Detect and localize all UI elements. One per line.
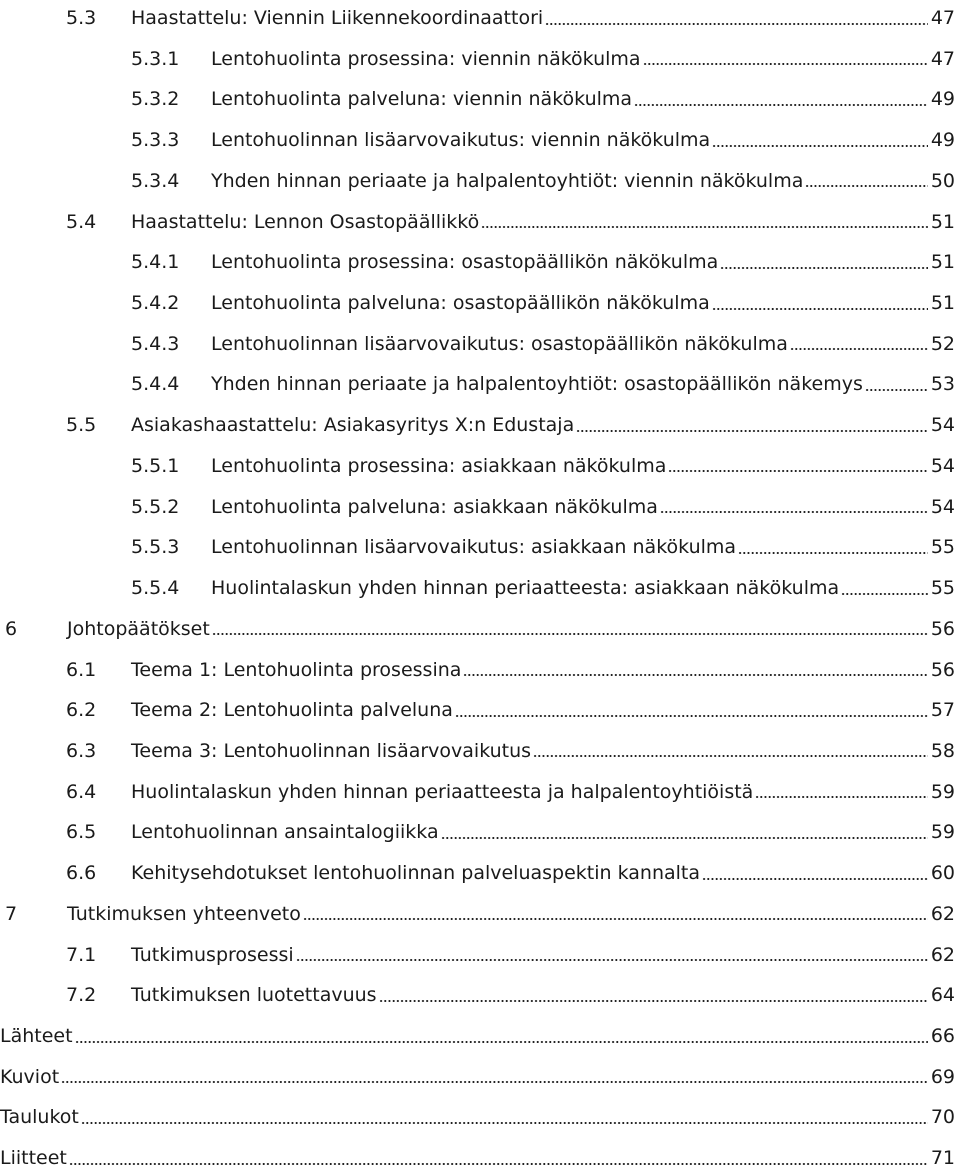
- toc-entry[interactable]: [0, 487, 955, 519]
- dot-leader: [865, 387, 928, 392]
- toc-entry-page-number: 59: [930, 780, 955, 803]
- dot-leader: [296, 958, 928, 963]
- dot-leader: [668, 469, 927, 474]
- toc-entry-number: 5.3.2: [131, 88, 180, 111]
- toc-entry-page-number: 58: [930, 739, 955, 762]
- dot-leader: [481, 225, 928, 230]
- toc-entry-number: 5.5.2: [131, 495, 180, 518]
- toc-entry-page-number: 49: [930, 88, 955, 111]
- toc-entry[interactable]: [0, 731, 955, 763]
- toc-entry[interactable]: [0, 894, 955, 926]
- dot-leader: [303, 917, 928, 922]
- toc-entry[interactable]: [0, 79, 955, 111]
- toc-entry[interactable]: [0, 202, 955, 234]
- toc-entry[interactable]: [0, 364, 955, 396]
- dot-leader: [379, 998, 928, 1003]
- toc-entry[interactable]: [0, 1016, 955, 1048]
- toc-entry-title: Huolintalaskun yhden hinnan periaatteesta: asiakkaan näkökulma: [211, 577, 840, 600]
- toc-entry-number: 7.1: [66, 943, 97, 966]
- toc-entry-number: 5.4.1: [131, 251, 180, 274]
- toc-entry-title: Lentohuolinta palveluna: asiakkaan näkökulma: [211, 495, 658, 518]
- toc-entry[interactable]: [0, 39, 955, 71]
- toc-entry-page-number: 54: [930, 495, 955, 518]
- toc-entry-page-number: 47: [930, 7, 955, 29]
- toc-entry-title: Tutkimusprosessi: [131, 943, 294, 966]
- toc-entry-title: Yhden hinnan periaate ja halpalentoyhtiöt: viennin näkökulma: [211, 169, 804, 192]
- toc-entry-number: 6.6: [66, 862, 97, 885]
- dot-leader: [75, 1039, 928, 1044]
- dot-leader: [841, 591, 928, 596]
- toc-entry[interactable]: [0, 975, 955, 1007]
- dot-leader: [61, 1080, 928, 1085]
- toc-entry[interactable]: [0, 935, 955, 967]
- toc-entry-page-number: 50: [930, 169, 955, 192]
- toc-entry-page-number: 54: [930, 454, 955, 477]
- toc-entry-title: Haastattelu: Viennin Liikennekoordinaattori: [131, 7, 544, 29]
- toc-entry-page-number: 54: [930, 414, 955, 437]
- toc-entry-title: Liitteet: [0, 1147, 67, 1170]
- dot-leader: [81, 1120, 928, 1125]
- toc-entry[interactable]: [0, 527, 955, 559]
- toc-entry-page-number: 71: [930, 1147, 955, 1170]
- toc-entry-title: Lentohuolinta prosessina: osastopäällikön näkökulma: [211, 251, 719, 274]
- toc-entry-number: 6.3: [66, 739, 97, 762]
- toc-entry-title: Lentohuolinnan ansaintalogiikka: [131, 821, 439, 844]
- toc-entry-number: 5.4.3: [131, 332, 180, 355]
- toc-entry[interactable]: [0, 609, 955, 641]
- toc-entry-title: Asiakashaastattelu: Asiakasyritys X:n Edustaja: [131, 414, 575, 437]
- toc-entry-title: Lentohuolinta prosessina: asiakkaan näkökulma: [211, 454, 667, 477]
- dot-leader: [805, 184, 927, 189]
- toc-entry[interactable]: [0, 772, 955, 804]
- toc-entry-page-number: 51: [930, 292, 955, 315]
- toc-entry-page-number: 49: [930, 129, 955, 152]
- toc-entry[interactable]: [0, 161, 955, 193]
- toc-entry-title: Taulukot: [0, 1106, 79, 1129]
- toc-entry[interactable]: [0, 120, 955, 152]
- dot-leader: [660, 510, 928, 515]
- toc-entry[interactable]: [0, 1138, 955, 1170]
- toc-entry-number: 5.3: [66, 7, 97, 29]
- toc-entry-page-number: 56: [930, 617, 955, 640]
- dot-leader: [712, 143, 928, 148]
- toc-entry-number: 6.5: [66, 821, 97, 844]
- toc-entry-title: Kehitysehdotukset lentohuolinnan palveluaspektin kannalta: [131, 862, 701, 885]
- toc-entry-number: 5.5: [66, 414, 97, 437]
- toc-entry-title: Haastattelu: Lennon Osastopäällikkö: [131, 210, 480, 233]
- toc-entry-page-number: 51: [930, 251, 955, 274]
- toc-entry[interactable]: [0, 405, 955, 437]
- toc-entry[interactable]: [0, 690, 955, 722]
- toc-entry-number: 5.5.4: [131, 577, 180, 600]
- toc-entry[interactable]: [0, 568, 955, 600]
- toc-entry[interactable]: [0, 1057, 955, 1089]
- toc-entry[interactable]: [0, 0, 955, 30]
- dot-leader: [712, 306, 928, 311]
- toc-entry-page-number: 52: [930, 332, 955, 355]
- toc-entry[interactable]: [0, 324, 955, 356]
- toc-entry-title: Huolintalaskun yhden hinnan periaatteesta ja halpalentoyhtiöistä: [131, 780, 754, 803]
- toc-entry-number: 5.3.1: [131, 47, 180, 70]
- toc-entry-page-number: 70: [930, 1106, 955, 1129]
- toc-entry-number: 5.3.4: [131, 169, 180, 192]
- toc-entry-title: Lentohuolinnan lisäarvovaikutus: osastopäällikön näkökulma: [211, 332, 788, 355]
- dot-leader: [790, 347, 928, 352]
- toc-entry-title: Lentohuolinta prosessina: viennin näkökulma: [211, 47, 641, 70]
- toc-entry-page-number: 55: [930, 577, 955, 600]
- toc-entry-title: Lentohuolinnan lisäarvovaikutus: viennin näkökulma: [211, 129, 711, 152]
- dot-leader: [702, 876, 928, 881]
- toc-entry-number: 6.1: [66, 658, 97, 681]
- toc-entry-page-number: 62: [930, 943, 955, 966]
- toc-entry[interactable]: [0, 1097, 955, 1129]
- toc-entry-title: Lentohuolinta palveluna: osastopäällikön näkökulma: [211, 292, 710, 315]
- toc-entry-title: Kuviot: [0, 1065, 60, 1088]
- toc-entry-page-number: 64: [930, 984, 955, 1007]
- toc-entry[interactable]: [0, 242, 955, 274]
- toc-entry[interactable]: [0, 650, 955, 682]
- toc-entry-title: Lentohuolinta palveluna: viennin näkökulma: [211, 88, 633, 111]
- toc-entry-title: Tutkimuksen luotettavuus: [131, 984, 377, 1007]
- toc-entry-page-number: 57: [930, 699, 955, 722]
- toc-entry-number: 5.4.4: [131, 373, 180, 396]
- dot-leader: [634, 102, 928, 107]
- toc-entry-title: Lentohuolinnan lisäarvovaikutus: asiakkaan näkökulma: [211, 536, 737, 559]
- toc-entry-number: 5.4.2: [131, 292, 180, 315]
- dot-leader: [643, 62, 928, 67]
- toc-entry-title: Teema 2: Lentohuolinta palveluna: [131, 699, 453, 722]
- dot-leader: [212, 632, 928, 637]
- dot-leader: [463, 673, 927, 678]
- toc-entry-number: 6: [5, 617, 18, 640]
- toc-entry-title: Teema 1: Lentohuolinta prosessina: [131, 658, 462, 681]
- dot-leader: [720, 265, 928, 270]
- toc-entry-title: Johtopäätökset: [67, 617, 210, 640]
- toc-entry-page-number: 60: [930, 862, 955, 885]
- toc-entry-number: 5.5.3: [131, 536, 180, 559]
- toc-entry-page-number: 53: [930, 373, 955, 396]
- dot-leader: [545, 21, 928, 26]
- toc-entry-page-number: 69: [930, 1065, 955, 1088]
- toc-entry-page-number: 47: [930, 47, 955, 70]
- toc-entry-title: Yhden hinnan periaate ja halpalentoyhtiöt: osastopäällikön näkemys: [211, 373, 863, 396]
- toc-entry-number: 5.4: [66, 210, 97, 233]
- dot-leader: [455, 713, 928, 718]
- toc-entry[interactable]: [0, 853, 955, 885]
- toc-entry-number: 6.2: [66, 699, 97, 722]
- dot-leader: [69, 1161, 928, 1166]
- dot-leader: [755, 795, 927, 800]
- toc-entry-title: Tutkimuksen yhteenveto: [67, 902, 301, 925]
- dot-leader: [576, 428, 928, 433]
- toc-entry[interactable]: [0, 446, 955, 478]
- dot-leader: [738, 550, 928, 555]
- toc-entry-page-number: 55: [930, 536, 955, 559]
- toc-entry-page-number: 66: [930, 1025, 955, 1047]
- toc-entry[interactable]: [0, 283, 955, 315]
- toc-entry-number: 5.5.1: [131, 454, 180, 477]
- dot-leader: [533, 754, 928, 759]
- toc-entry-number: 5.3.3: [131, 129, 180, 152]
- toc-entry-page-number: 62: [930, 902, 955, 925]
- toc-entry-number: 7.2: [66, 984, 97, 1007]
- dot-leader: [441, 835, 928, 840]
- toc-entry-page-number: 56: [930, 658, 955, 681]
- toc-entry[interactable]: [0, 812, 955, 844]
- toc-entry-number: 7: [5, 902, 18, 925]
- toc-entry-page-number: 51: [930, 210, 955, 233]
- toc-entry-page-number: 59: [930, 821, 955, 844]
- toc-entry-title: Teema 3: Lentohuolinnan lisäarvovaikutus: [131, 739, 532, 762]
- toc-entry-number: 6.4: [66, 780, 97, 803]
- toc-entry-title: Lähteet: [0, 1025, 73, 1047]
